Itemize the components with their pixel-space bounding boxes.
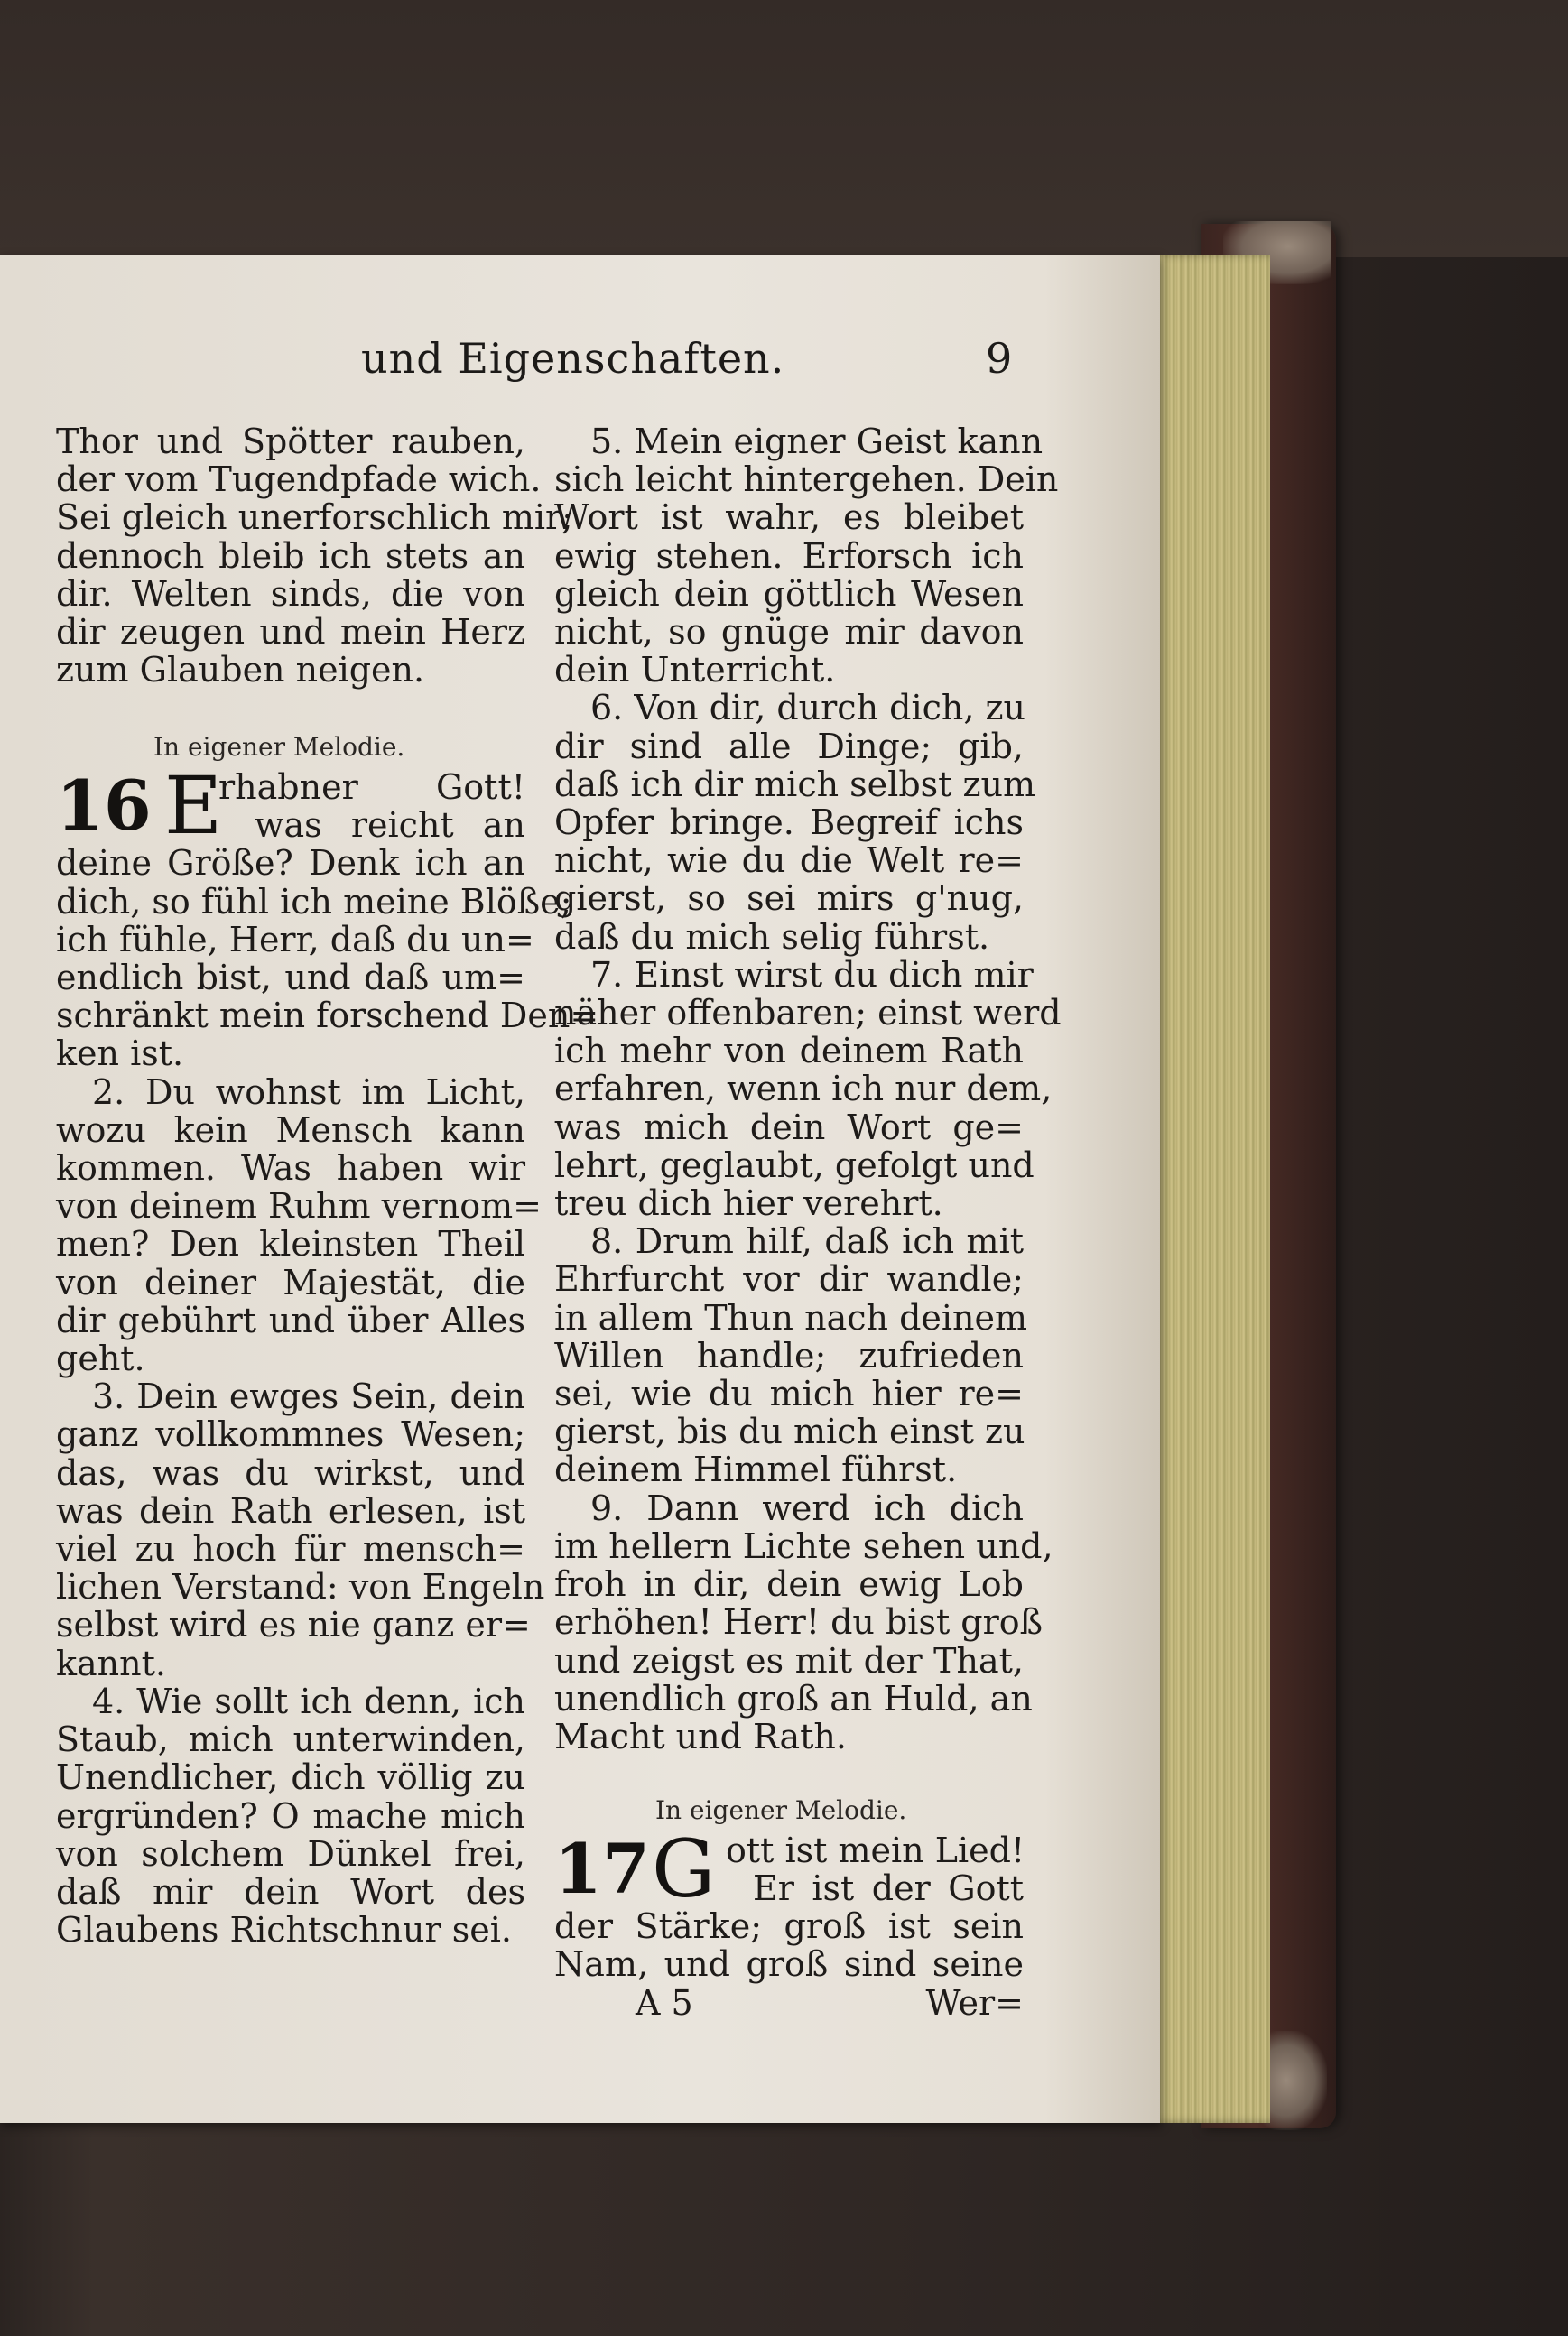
text-line: gierst, bis du mich einst zu [554, 1412, 1025, 1452]
text-line: im hellern Lichte sehen und, [554, 1525, 1053, 1566]
text-line: dir. Welten sinds, die von [56, 573, 525, 614]
text-line: treu dich hier verehrt. [554, 1183, 943, 1224]
text-line: ich fühle, Herr, daß du un= [56, 919, 534, 959]
text-line: Glaubens Richtschnur sei. [56, 1910, 512, 1951]
text-line: das, was du wirkst, und [56, 1452, 525, 1493]
text-line: von deiner Majestät, die [56, 1262, 525, 1302]
melody-note: In eigener Melodie. [655, 1795, 907, 1826]
text-line: dir gebührt und über Alles [56, 1300, 525, 1340]
text-line: was mich dein Wort ge= [554, 1107, 1024, 1147]
text-line: unendlich groß an Huld, an [554, 1678, 1033, 1719]
text-line: der Stärke; groß ist sein [554, 1906, 1024, 1947]
text-line: 2. Du wohnst im Licht, [92, 1071, 525, 1112]
text-line: gierst, so sei mirs g'nug, [554, 878, 1024, 919]
hymn-16-start [56, 759, 525, 853]
page-header [0, 325, 1160, 388]
text-line: kommen. Was haben wir [56, 1148, 525, 1189]
text-line: dein Unterricht. [554, 650, 836, 691]
background-top [0, 0, 1568, 257]
text-line: 8. Drum hilf, daß ich mit [590, 1221, 1024, 1262]
text-line: schränkt mein forschend Den= [56, 996, 599, 1036]
text-line: nicht, wie du die Welt re= [554, 840, 1024, 881]
right-column [554, 422, 1062, 2023]
text-line: was dein Rath erlesen, ist [56, 1490, 525, 1531]
text-line: nicht, so gnüge mir davon [554, 612, 1024, 653]
text-line: endlich bist, und daß um= [56, 958, 525, 998]
text-line: daß ich dir mich selbst zum [554, 764, 1036, 804]
text-line: von deinem Ruhm vernom= [56, 1186, 542, 1227]
text-line: ergründen? O mache mich [56, 1795, 525, 1836]
text-line: und zeigst es mit der That, [554, 1640, 1024, 1681]
text-line: dich, so fühl ich meine Blöße; [56, 881, 572, 922]
text-line: 6. Von dir, durch dich, zu [590, 688, 1026, 728]
text-line: daß mir dein Wort des [56, 1871, 525, 1912]
text-line: kannt. [56, 1643, 166, 1683]
text-line: geht. [56, 1339, 145, 1379]
text-line: froh in dir, dein ewig Lob [554, 1564, 1024, 1605]
text-line: ich mehr von deinem Rath [554, 1031, 1024, 1071]
text-line: wozu kein Mensch kann [56, 1109, 525, 1150]
drop-cap: E [164, 759, 223, 853]
hymn-second-line: was reicht an [255, 805, 525, 846]
hymn-17-start [554, 1822, 1025, 1916]
text-line: erhöhen! Herr! du bist groß [554, 1602, 1044, 1643]
text-line: dennoch bleib ich stets an [56, 535, 525, 576]
page-footer [554, 1984, 1024, 2022]
text-line: Macht und Rath. [554, 1716, 847, 1757]
text-line: näher offenbaren; einst werd [554, 993, 1062, 1034]
text-line: von solchem Dünkel frei, [56, 1833, 525, 1874]
text-line: in allem Thun nach deinem [554, 1297, 1028, 1338]
text-line: deine Größe? Denk ich an [56, 843, 525, 884]
hymn-first-line: ott ist mein Lied! [726, 1831, 1025, 1871]
drop-cap: G [652, 1822, 716, 1916]
text-line: 9. Dann werd ich dich [590, 1488, 1024, 1528]
melody-note: In eigener Melodie. [153, 732, 405, 763]
text-line: deinem Himmel führst. [554, 1450, 958, 1490]
text-line: Ehrfurcht vor dir wandle; [554, 1259, 1024, 1300]
text-line: dir zeugen und mein Herz [56, 612, 525, 653]
text-line: Opfer bringe. Begreif ichs [554, 802, 1024, 843]
text-line: ganz vollkommnes Wesen; [56, 1414, 525, 1455]
text-line: lehrt, geglaubt, gefolgt und [554, 1145, 1035, 1185]
text-line: ken ist. [56, 1034, 184, 1074]
text-line: Thor und Spötter rauben, [56, 422, 525, 461]
hymn-number: 17 [554, 1829, 650, 1910]
text-line: zum Glauben neigen. [56, 650, 425, 691]
text-line: selbst wird es nie ganz er= [56, 1605, 531, 1645]
text-line: Willen handle; zufrieden [554, 1335, 1024, 1376]
running-head: und Eigenschaften. [361, 334, 785, 383]
text-line: Unendlicher, dich völlig zu [56, 1757, 525, 1798]
text-line: erfahren, wenn ich nur dem, [554, 1069, 1053, 1109]
text-line: dir sind alle Dinge; gib, [554, 726, 1024, 766]
text-line: Sei gleich unerforschlich mir; [56, 497, 573, 538]
left-column [56, 422, 599, 1951]
text-line: 7. Einst wirst du dich mir [590, 954, 1034, 995]
text-line: gleich dein göttlich Wesen [554, 573, 1024, 614]
text-line: 4. Wie sollt ich denn, ich [92, 1681, 525, 1721]
text-line: ewig stehen. Erforsch ich [554, 535, 1024, 576]
catchword: Wer= [925, 1982, 1024, 2023]
text-line: der vom Tugendpfade wich. [56, 459, 542, 500]
text-line: viel zu hoch für mensch= [56, 1529, 525, 1570]
text-line: 5. Mein eigner Geist kann [590, 422, 1044, 461]
text-line: daß du mich selig führst. [554, 916, 990, 957]
text-line: lichen Verstand: von Engeln [56, 1567, 545, 1608]
hymn-second-line: Er ist der Gott [753, 1868, 1024, 1909]
text-line: Staub, mich unterwinden, [56, 1720, 525, 1760]
text-line: Wort ist wahr, es bleibet [554, 497, 1024, 538]
page-number: 9 [986, 334, 1013, 383]
hymn-first-line: rhabner Gott! [218, 767, 525, 808]
text-line: sich leicht hintergehen. Dein [554, 459, 1059, 500]
text-line: 3. Dein ewges Sein, dein [92, 1377, 525, 1417]
signature-mark: A 5 [636, 1982, 693, 2023]
text-line: Nam, und groß sind seine [554, 1944, 1024, 1985]
hymn-number: 16 [56, 765, 152, 847]
text-line: sei, wie du mich hier re= [554, 1374, 1024, 1414]
text-line: men? Den kleinsten Theil [56, 1224, 525, 1265]
